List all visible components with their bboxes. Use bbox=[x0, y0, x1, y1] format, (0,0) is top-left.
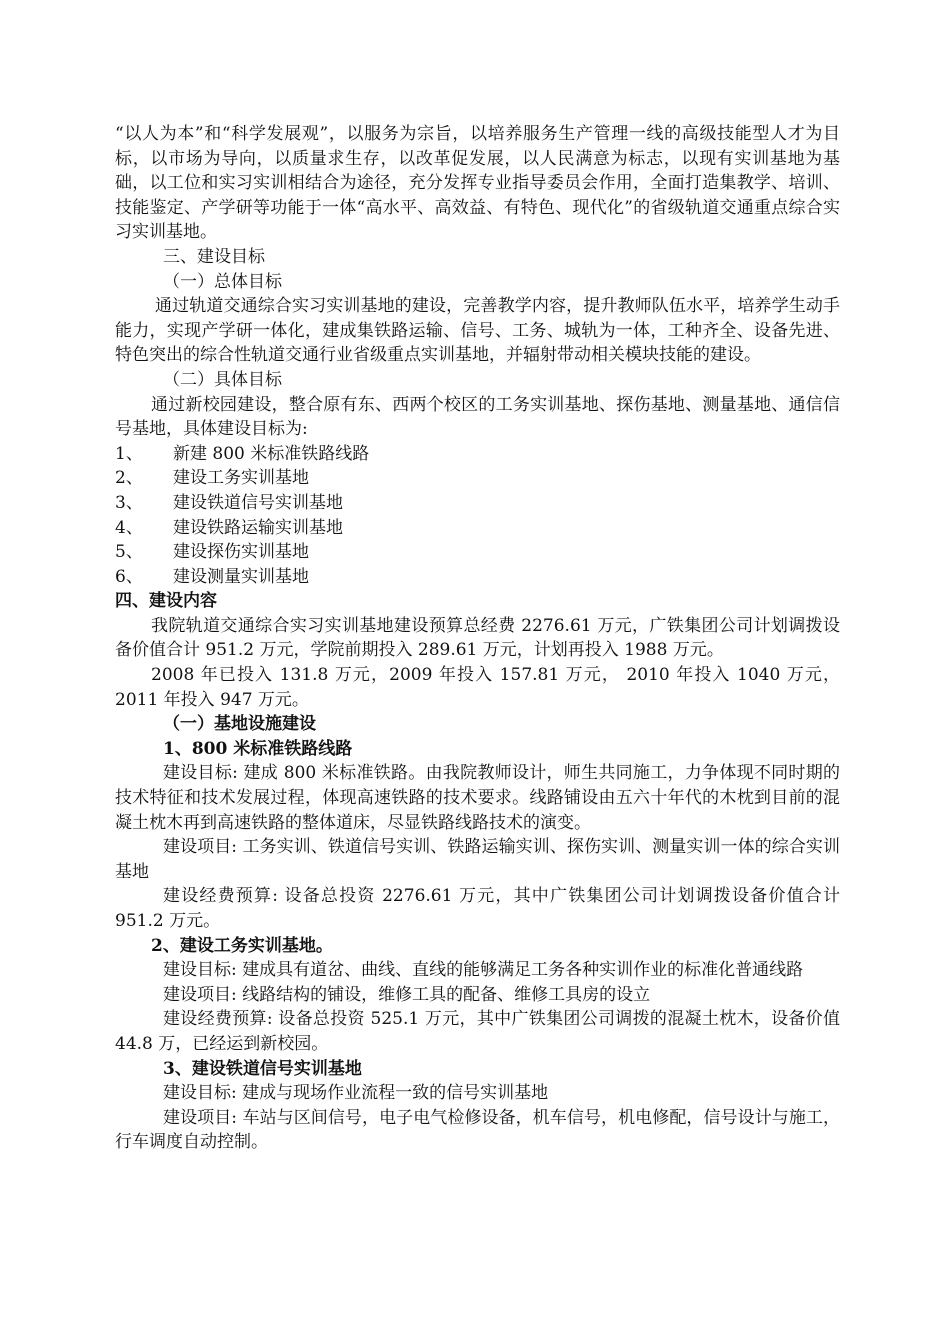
list-item-number: 2、 bbox=[115, 468, 143, 489]
item-2-budget: 建设经费预算: 设备总投资 525.1 万元，其中广铁集团公司调拨的混凝土枕木，设备价值 44.8 万，已经运到新校园。 bbox=[115, 1009, 840, 1054]
list-item-text: 建设铁路运输实训基地 bbox=[173, 517, 343, 538]
list-item-text: 建设探伤实训基地 bbox=[173, 542, 309, 563]
item-3-projects: 建设项目: 车站与区间信号，电子电气检修设备，机车信号，机电修配，信号设计与施工，行车调度自动控制。 bbox=[115, 1107, 840, 1153]
item-2-title: 2、建设工务实训基地。 bbox=[151, 935, 333, 956]
item-3-title: 3、建设铁道信号实训基地 bbox=[163, 1058, 362, 1079]
item-2-goal: 建设目标: 建成具有道岔、曲线、直线的能够满足工务各种实训作业的标准化普通线路 bbox=[163, 960, 804, 981]
specific-goal-paragraph: 通过新校园建设，整合原有东、西两个校区的工务实训基地、探伤基地、测量基地、通信信号基地，具体建设目标为: bbox=[115, 394, 840, 440]
item-1-budget: 建设经费预算: 设备总投资 2276.61 万元，其中广铁集团公司计划调拨设备价值合计 951.2 万元。 bbox=[115, 886, 840, 931]
list-item bbox=[115, 565, 840, 590]
item-2-projects: 建设项目: 线路结构的铺设，维修工具的配备、维修工具房的设立 bbox=[163, 984, 651, 1005]
section-heading-3: 三、建设目标 bbox=[163, 246, 265, 267]
investment-paragraph: 2008 年已投入 131.8 万元，2009 年投入 157.81 万元， 2010 年投入 1040 万元，2011 年投入 947 万元。 bbox=[115, 665, 840, 710]
list-item bbox=[115, 466, 840, 491]
subsection-heading-overall: （一）总体目标 bbox=[163, 271, 282, 292]
intro-paragraph: “以人为本”和“科学发展观”，以服务为宗旨，以培养服务生产管理一线的高级技能型人才为目标，以市场为导向，以质量求生存，以改革促发展，以人民满意为标志，以现有实训基地为基础，以工位和实习实训相结合为途径，充分发挥专业指导委员会作用，全面打造集教学、培训、技能鉴定、产学研等功能于一体“高水平、高效益、有特色、现代化”的省级轨道交通重点综合实习实训基地。 bbox=[115, 124, 840, 243]
budget-paragraph: 我院轨道交通综合实习实训基地建设预算总经费 2276.61 万元，广铁集团公司计划调拨设备价值合计 951.2 万元，学院前期投入 289.61 万元，计划再投入 1988 万元。 bbox=[115, 615, 840, 661]
subsection-heading-specific: （二）具体目标 bbox=[163, 369, 282, 390]
list-item-number: 5、 bbox=[115, 542, 143, 563]
list-item bbox=[115, 442, 840, 467]
item-1-title: 1、800 米标准铁路线路 bbox=[163, 738, 353, 759]
section-heading-4: 四、建设内容 bbox=[115, 591, 217, 612]
list-item-text: 建设工务实训基地 bbox=[173, 468, 309, 489]
list-item-number: 6、 bbox=[115, 566, 143, 587]
list-item bbox=[115, 540, 840, 565]
subsection-heading-facilities: （一）基地设施建设 bbox=[163, 714, 316, 735]
list-item-text: 建设铁道信号实训基地 bbox=[173, 492, 343, 513]
list-item-number: 1、 bbox=[115, 443, 143, 464]
list-item-number: 3、 bbox=[115, 492, 143, 513]
goals-list bbox=[115, 442, 840, 590]
overall-goal-paragraph: 通过轨道交通综合实习实训基地的建设，完善教学内容，提升教师队伍水平，培养学生动手能力，实现产学研一体化，建成集铁路运输、信号、工务、城轨为一体，工种齐全、设备先进、特色突出的综合性轨道交通行业省级重点实训基地，并辐射带动相关模块技能的建设。 bbox=[115, 296, 840, 366]
item-1-goal: 建设目标: 建成 800 米标准铁路。由我院教师设计，师生共同施工，力争体现不同时期的技术特征和技术发展过程，体现高速铁路的技术要求。线路铺设由五六十年代的木枕到目前的混凝土枕木再到高速铁路的整体道床，尽显铁路线路技术的演变。 bbox=[115, 763, 840, 833]
list-item-number: 4、 bbox=[115, 517, 143, 538]
list-item bbox=[115, 491, 840, 516]
list-item bbox=[115, 516, 840, 541]
item-1-projects: 建设项目: 工务实训、铁道信号实训、铁路运输实训、探伤实训、测量实训一体的综合实训基地 bbox=[115, 837, 840, 882]
item-3-goal: 建设目标: 建成与现场作业流程一致的信号实训基地 bbox=[163, 1083, 549, 1104]
list-item-text: 建设测量实训基地 bbox=[173, 566, 309, 587]
list-item-text: 新建 800 米标准铁路线路 bbox=[173, 443, 370, 464]
